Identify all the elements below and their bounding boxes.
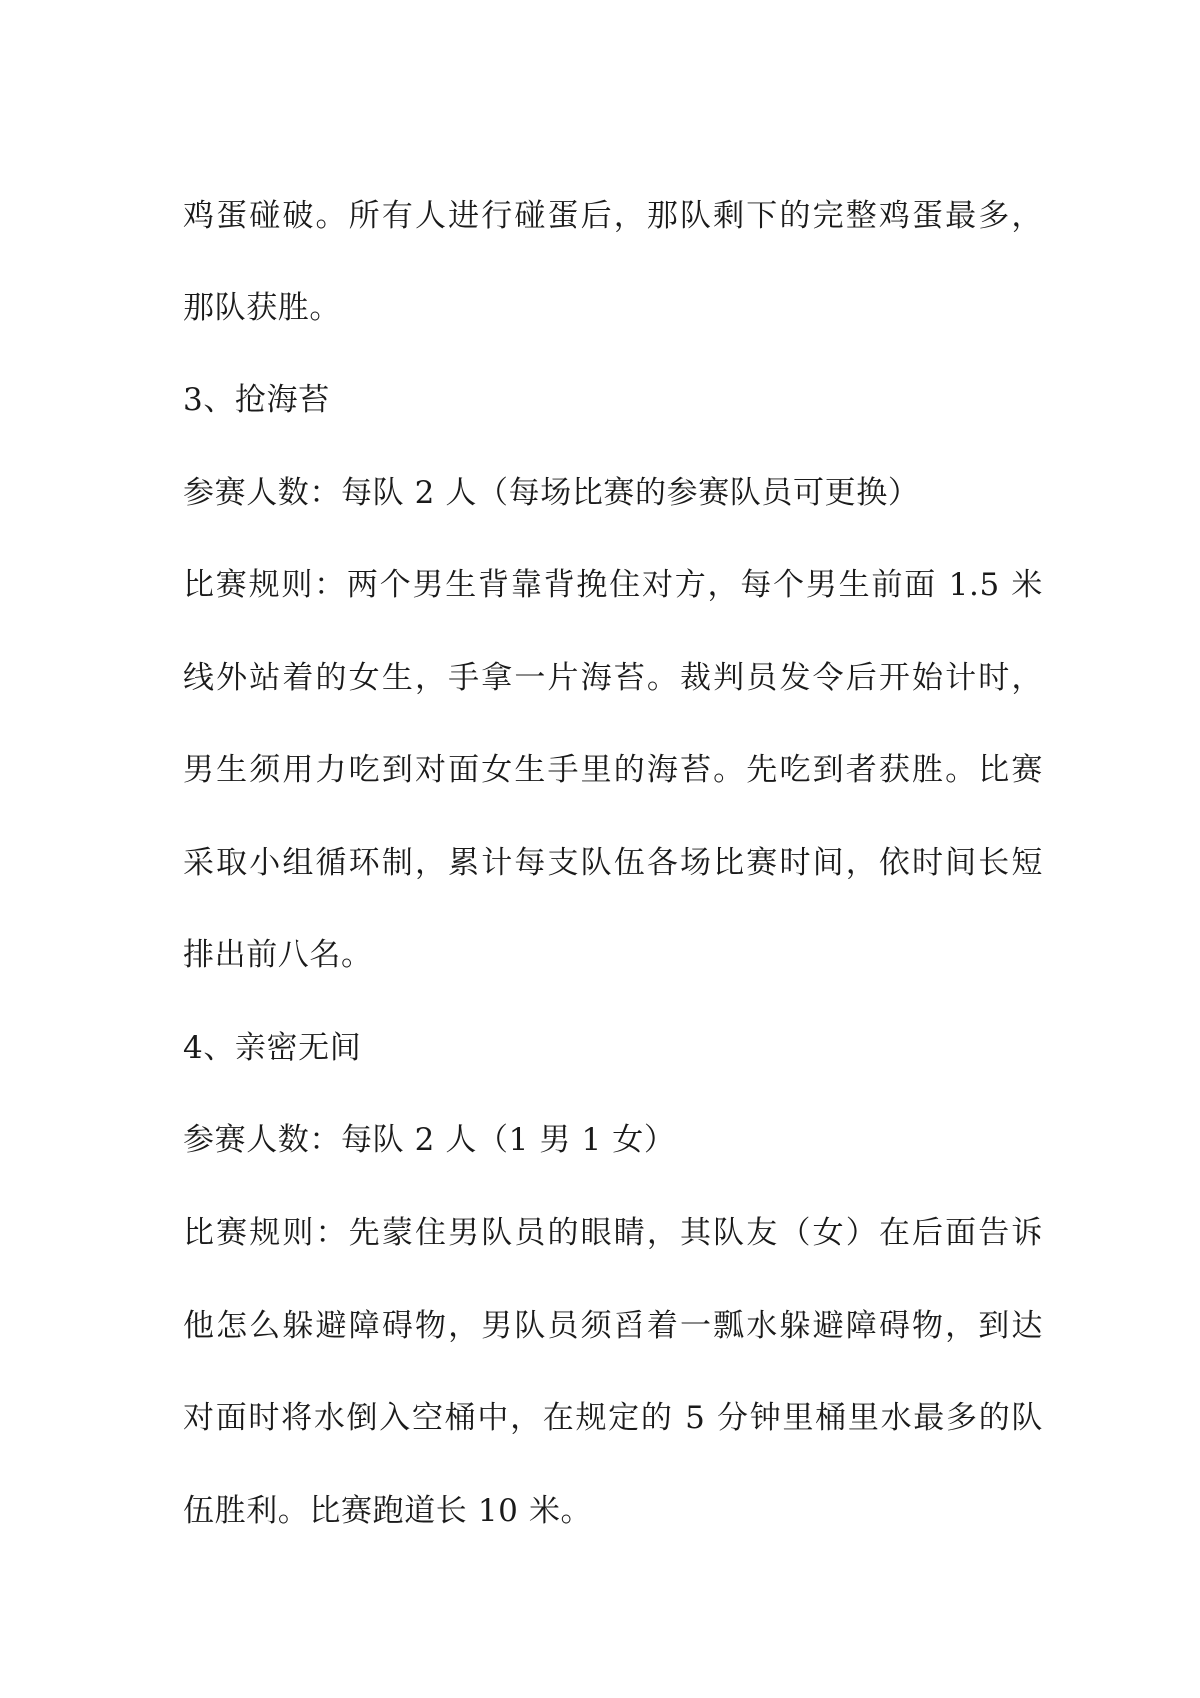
paragraph-line: 那队获胜。 xyxy=(183,290,341,326)
section-heading: 4、亲密无间 xyxy=(183,1030,362,1066)
paragraph-line: 采取小组循环制，累计每支队伍各场比赛时间，依时间长短 xyxy=(183,845,1043,881)
paragraph-line: 男生须用力吃到对面女生手里的海苔。先吃到者获胜。比赛 xyxy=(183,752,1043,788)
paragraph-line: 鸡蛋碰破。所有人进行碰蛋后，那队剩下的完整鸡蛋最多， xyxy=(183,198,1043,234)
paragraph-line: 线外站着的女生，手拿一片海苔。裁判员发令后开始计时， xyxy=(183,660,1043,696)
paragraph-line: 排出前八名。 xyxy=(183,937,373,973)
paragraph-line: 对面时将水倒入空桶中，在规定的 5 分钟里桶里水最多的队 xyxy=(183,1400,1043,1436)
participants-line: 参赛人数：每队 2 人（每场比赛的参赛队员可更换） xyxy=(183,475,920,511)
participants-line: 参赛人数：每队 2 人（1 男 1 女） xyxy=(183,1122,676,1158)
section-heading: 3、抢海苔 xyxy=(183,382,330,418)
paragraph-line: 伍胜利。比赛跑道长 10 米。 xyxy=(183,1493,593,1529)
rules-line: 比赛规则：两个男生背靠背挽住对方，每个男生前面 1.5 米 xyxy=(183,567,1043,603)
paragraph-line: 他怎么躲避障碍物，男队员须舀着一瓢水躲避障碍物，到达 xyxy=(183,1308,1043,1344)
rules-line: 比赛规则：先蒙住男队员的眼睛，其队友（女）在后面告诉 xyxy=(183,1215,1043,1251)
